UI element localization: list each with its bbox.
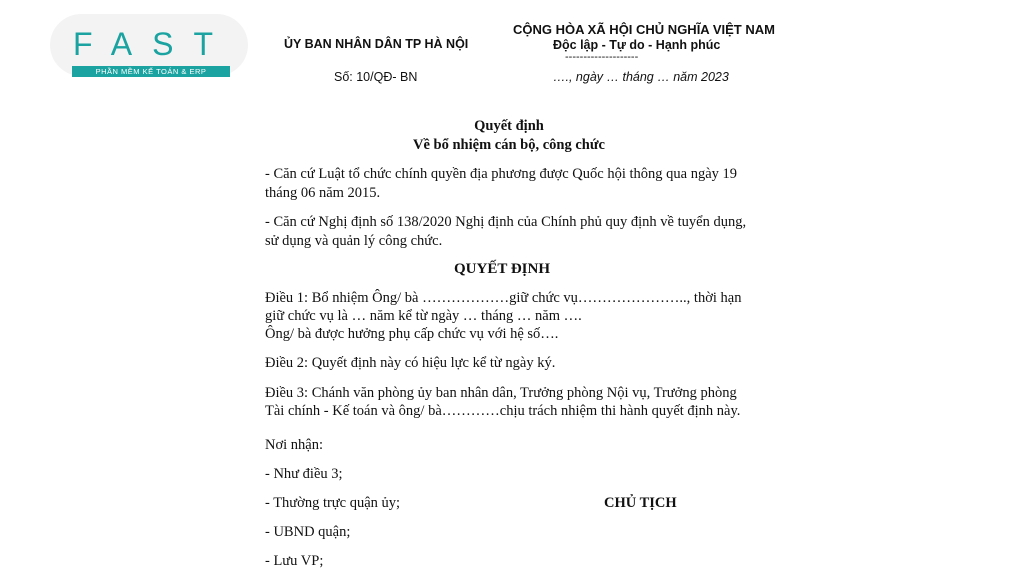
decision-heading: QUYẾT ĐỊNH	[454, 261, 550, 277]
recipient-item: - Lưu VP;	[265, 553, 324, 569]
header-divider: --------------------	[565, 51, 639, 63]
logo-wordmark: FAST	[73, 26, 234, 62]
national-title: CỘNG HÒA XÃ HỘI CHỦ NGHĨA VIỆT NAM	[513, 22, 775, 37]
signer-title: CHỦ TỊCH	[604, 495, 677, 511]
article-1-line-2: giữ chức vụ là … năm kể từ ngày … tháng … năm ….	[265, 308, 582, 324]
issuing-agency: ỦY BAN NHÂN DÂN TP HÀ NỘI	[284, 37, 469, 51]
recipient-item: - Như điều 3;	[265, 466, 343, 482]
national-motto: Độc lập - Tự do - Hạnh phúc	[553, 38, 721, 52]
document-subtitle: Về bổ nhiệm cán bộ, công chức	[413, 137, 605, 153]
document-number: Số: 10/QĐ- BN	[334, 70, 418, 84]
document-title: Quyết định	[474, 118, 544, 134]
article-1-line-1: Điều 1: Bổ nhiệm Ông/ bà ………………giữ chức vụ………………….., thời hạn	[265, 290, 742, 306]
logo-tagline: PHẦN MỀM KẾ TOÁN & ERP	[95, 67, 207, 76]
article-2: Điều 2: Quyết định này có hiệu lực kể từ ngày ký.	[265, 355, 556, 371]
legal-basis-1: - Căn cứ Luật tổ chức chính quyền địa phương được Quốc hội thông qua ngày 19 tháng 06 năm 2015.	[265, 166, 738, 201]
recipients-label: Nơi nhận:	[265, 437, 324, 453]
recipient-item: - Thường trực quận ủy;	[265, 495, 401, 511]
legal-basis-2: - Căn cứ Nghị định số 138/2020 Nghị định của Chính phủ quy định về tuyển dụng, sử dụng và quản lý công chức.	[265, 214, 747, 249]
article-3-line-2: Tài chính - Kế toán và ông/ bà…………chịu trách nhiệm thi hành quyết định này.	[265, 403, 741, 419]
article-3-line-1: Điều 3: Chánh văn phòng ủy ban nhân dân, Trưởng phòng Nội vụ, Trưởng phòng	[265, 385, 737, 401]
document-date: …., ngày … tháng … năm 2023	[553, 70, 729, 84]
article-1-line-3: Ông/ bà được hưởng phụ cấp chức vụ với hệ số….	[265, 326, 559, 342]
recipient-item: - UBND quận;	[265, 524, 351, 540]
